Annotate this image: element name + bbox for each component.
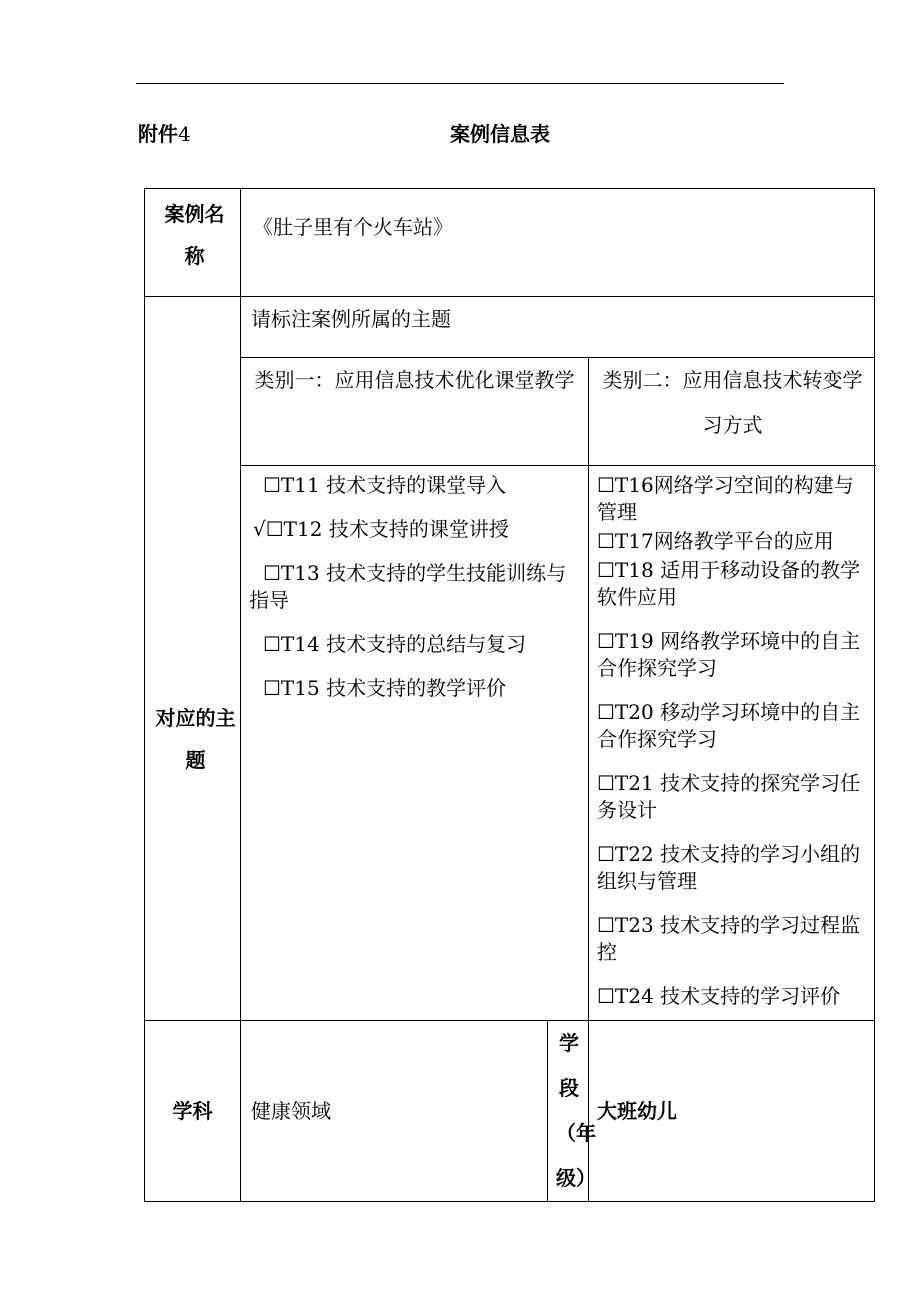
option-t20: ☐T20 移动学习环境中的自主合作探究学习 (597, 700, 861, 751)
page-title: 案例信息表 (450, 122, 550, 146)
theme-instruction: 请标注案例所属的主题 (251, 307, 451, 331)
category-header-row (145, 358, 875, 466)
subject-label: 学科 (172, 1099, 213, 1123)
theme-instruction-cell (241, 297, 875, 358)
category1-options-list (241, 466, 588, 702)
category1-header-cell (241, 358, 589, 466)
option-t23: ☐T23 技术支持的学习过程监控 (597, 913, 861, 964)
option-t22: ☐T22 技术支持的学习小组的组织与管理 (597, 842, 861, 893)
option-t18: ☐T18 适用于移动设备的教学软件应用 (597, 558, 861, 609)
category2-title: 类别二：应用信息技术转变学习方式 (602, 368, 863, 437)
grade-value: 大班幼儿 (597, 1099, 677, 1123)
option-t24: ☐T24 技术支持的学习评价 (597, 984, 841, 1008)
theme-options-row (145, 466, 875, 1021)
category2-header-cell (589, 358, 875, 466)
grade-value-cell (589, 1021, 875, 1202)
theme-label-cell (145, 297, 241, 1021)
option-t15: ☐T15 技术支持的教学评价 (263, 676, 507, 700)
option-t13: ☐T13 技术支持的学生技能训练与指导 (249, 561, 567, 612)
option-t14: ☐T14 技术支持的总结与复习 (263, 632, 527, 656)
grade-label: 学段（年级） (556, 1031, 596, 1190)
subject-label-cell (145, 1021, 241, 1202)
option-t21: ☐T21 技术支持的探究学习任务设计 (597, 771, 861, 822)
subject-row (145, 1021, 875, 1202)
option-t17: ☐T17网络教学平台的应用 (597, 529, 834, 553)
category2-options-list (589, 466, 874, 1010)
case-name-label: 案例名称 (164, 202, 225, 268)
category1-options-cell (241, 466, 589, 1021)
top-rule (136, 83, 784, 84)
option-t11: ☐T11 技术支持的课堂导入 (263, 473, 507, 497)
category1-title: 类别一：应用信息技术优化课堂教学 (254, 368, 575, 392)
category2-options-cell (589, 466, 875, 1021)
attachment-number: 4 (178, 122, 191, 146)
case-info-table (144, 188, 875, 1202)
subject-value-cell (241, 1021, 548, 1202)
attachment-label: 附件4 (138, 122, 191, 146)
theme-instruction-row (145, 297, 875, 358)
subject-value: 健康领域 (251, 1098, 331, 1123)
case-name-row (145, 189, 875, 297)
option-t12: √☐T12 技术支持的课堂讲授 (253, 517, 509, 541)
option-t16: ☐T16网络学习空间的构建与管理 (597, 473, 854, 524)
theme-label: 对应的主题 (155, 705, 236, 772)
grade-label-cell (548, 1021, 596, 1202)
case-name-value-cell (241, 189, 875, 297)
case-name-label-cell (145, 189, 241, 297)
option-t19: ☐T19 网络教学环境中的自主合作探究学习 (597, 629, 861, 680)
case-name-value: 《肚子里有个火车站》 (253, 215, 453, 239)
